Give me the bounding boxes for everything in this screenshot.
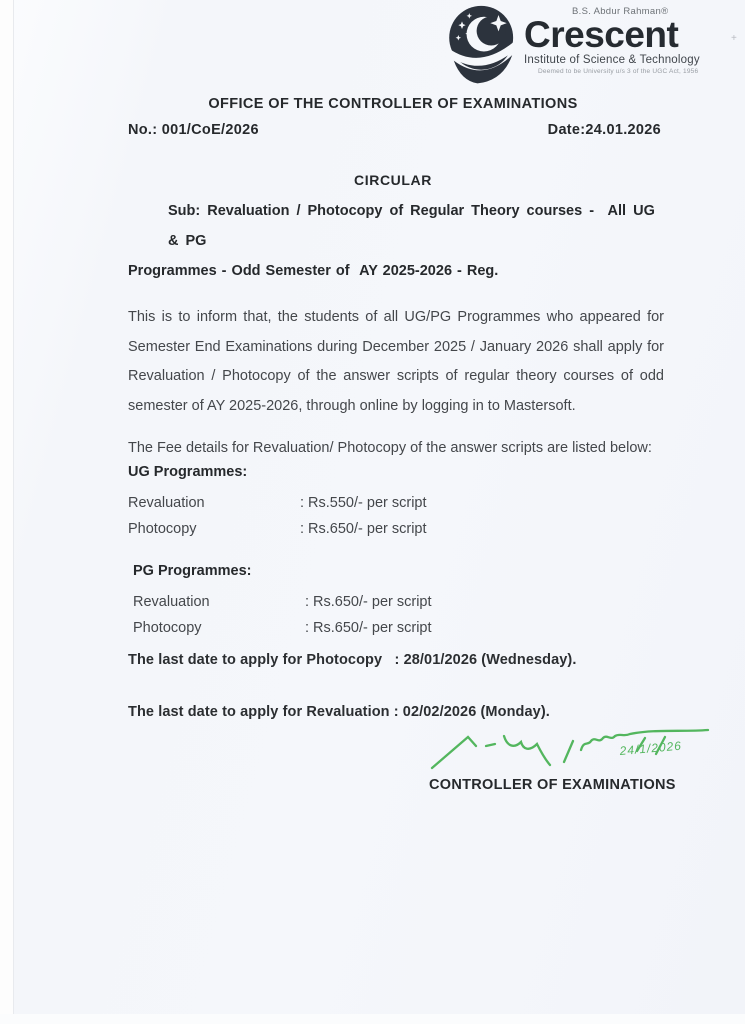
fee-intro-line: The Fee details for Revaluation/ Photocopy of the answer scripts are listed below: — [128, 440, 652, 456]
letterhead-text — [524, 4, 700, 75]
fee-label-photocopy: Photocopy — [128, 521, 197, 537]
photocopy-deadline-line: The last date to apply for Photocopy : 28/01/2026 (Wednesday). — [128, 652, 577, 668]
pg-fee-section — [133, 563, 432, 641]
fee-value-photocopy: : Rs.650/- per script — [300, 521, 427, 537]
fee-value-revaluation: : Rs.550/- per script — [300, 495, 427, 511]
table-row — [133, 615, 432, 641]
table-row — [133, 589, 432, 615]
scan-speck: + — [731, 33, 737, 44]
subject-line-1: Sub: Revaluation / Photocopy of Regular Theory courses - All UG & PG — [168, 203, 669, 249]
scan-edge-bottom — [0, 1014, 745, 1024]
brand-tagline: Institute of Science & Technology — [524, 54, 700, 66]
ref-date-row — [128, 122, 661, 138]
subject-line-2: Programmes - Odd Semester of AY 2025-2026 - Reg. — [128, 263, 499, 279]
fee-label-revaluation: Revaluation — [133, 594, 210, 610]
table-row — [128, 516, 427, 542]
fee-value-photocopy: : Rs.650/- per script — [305, 620, 432, 636]
reference-number: No.: 001/CoE/2026 — [128, 122, 259, 138]
fee-label-photocopy: Photocopy — [133, 620, 202, 636]
fee-value-revaluation: : Rs.650/- per script — [305, 594, 432, 610]
brand-name: Crescent — [524, 14, 679, 55]
handwritten-date: 24/1/2026 — [619, 738, 683, 758]
document-date: Date:24.01.2026 — [547, 122, 661, 138]
signatory-title: CONTROLLER OF EXAMINATIONS — [429, 777, 676, 793]
fee-label-revaluation: Revaluation — [128, 495, 205, 511]
body-paragraph: This is to inform that, the students of all UG/PG Programmes who appeared for Semester End Examinations during December 2025 / January 2026 shall apply for Revaluation / Photocopy of the answer scripts of regular theory courses of odd semester of AY 2025-2026, through online by logging in to Mastersoft. — [128, 309, 664, 414]
brand-pre-title: B.S. Abdur Rahman® — [572, 6, 669, 17]
subject-block — [128, 196, 669, 286]
pg-heading: PG Programmes: — [133, 563, 252, 579]
brand-deemed-university-note: Deemed to be University u/s 3 of the UGC Act, 1956 — [538, 68, 699, 75]
circular-title: CIRCULAR — [354, 172, 432, 188]
ug-fee-section — [128, 464, 427, 542]
crescent-logo-icon — [446, 4, 520, 88]
signature-block — [424, 724, 724, 774]
office-title: OFFICE OF THE CONTROLLER OF EXAMINATIONS — [208, 96, 578, 112]
table-row — [128, 490, 427, 516]
scan-edge-left — [0, 0, 14, 1024]
revaluation-deadline-line: The last date to apply for Revaluation : 02/02/2026 (Monday). — [128, 704, 550, 720]
institute-letterhead — [446, 4, 700, 88]
signature-ink — [424, 724, 724, 774]
ug-heading: UG Programmes: — [128, 464, 248, 480]
